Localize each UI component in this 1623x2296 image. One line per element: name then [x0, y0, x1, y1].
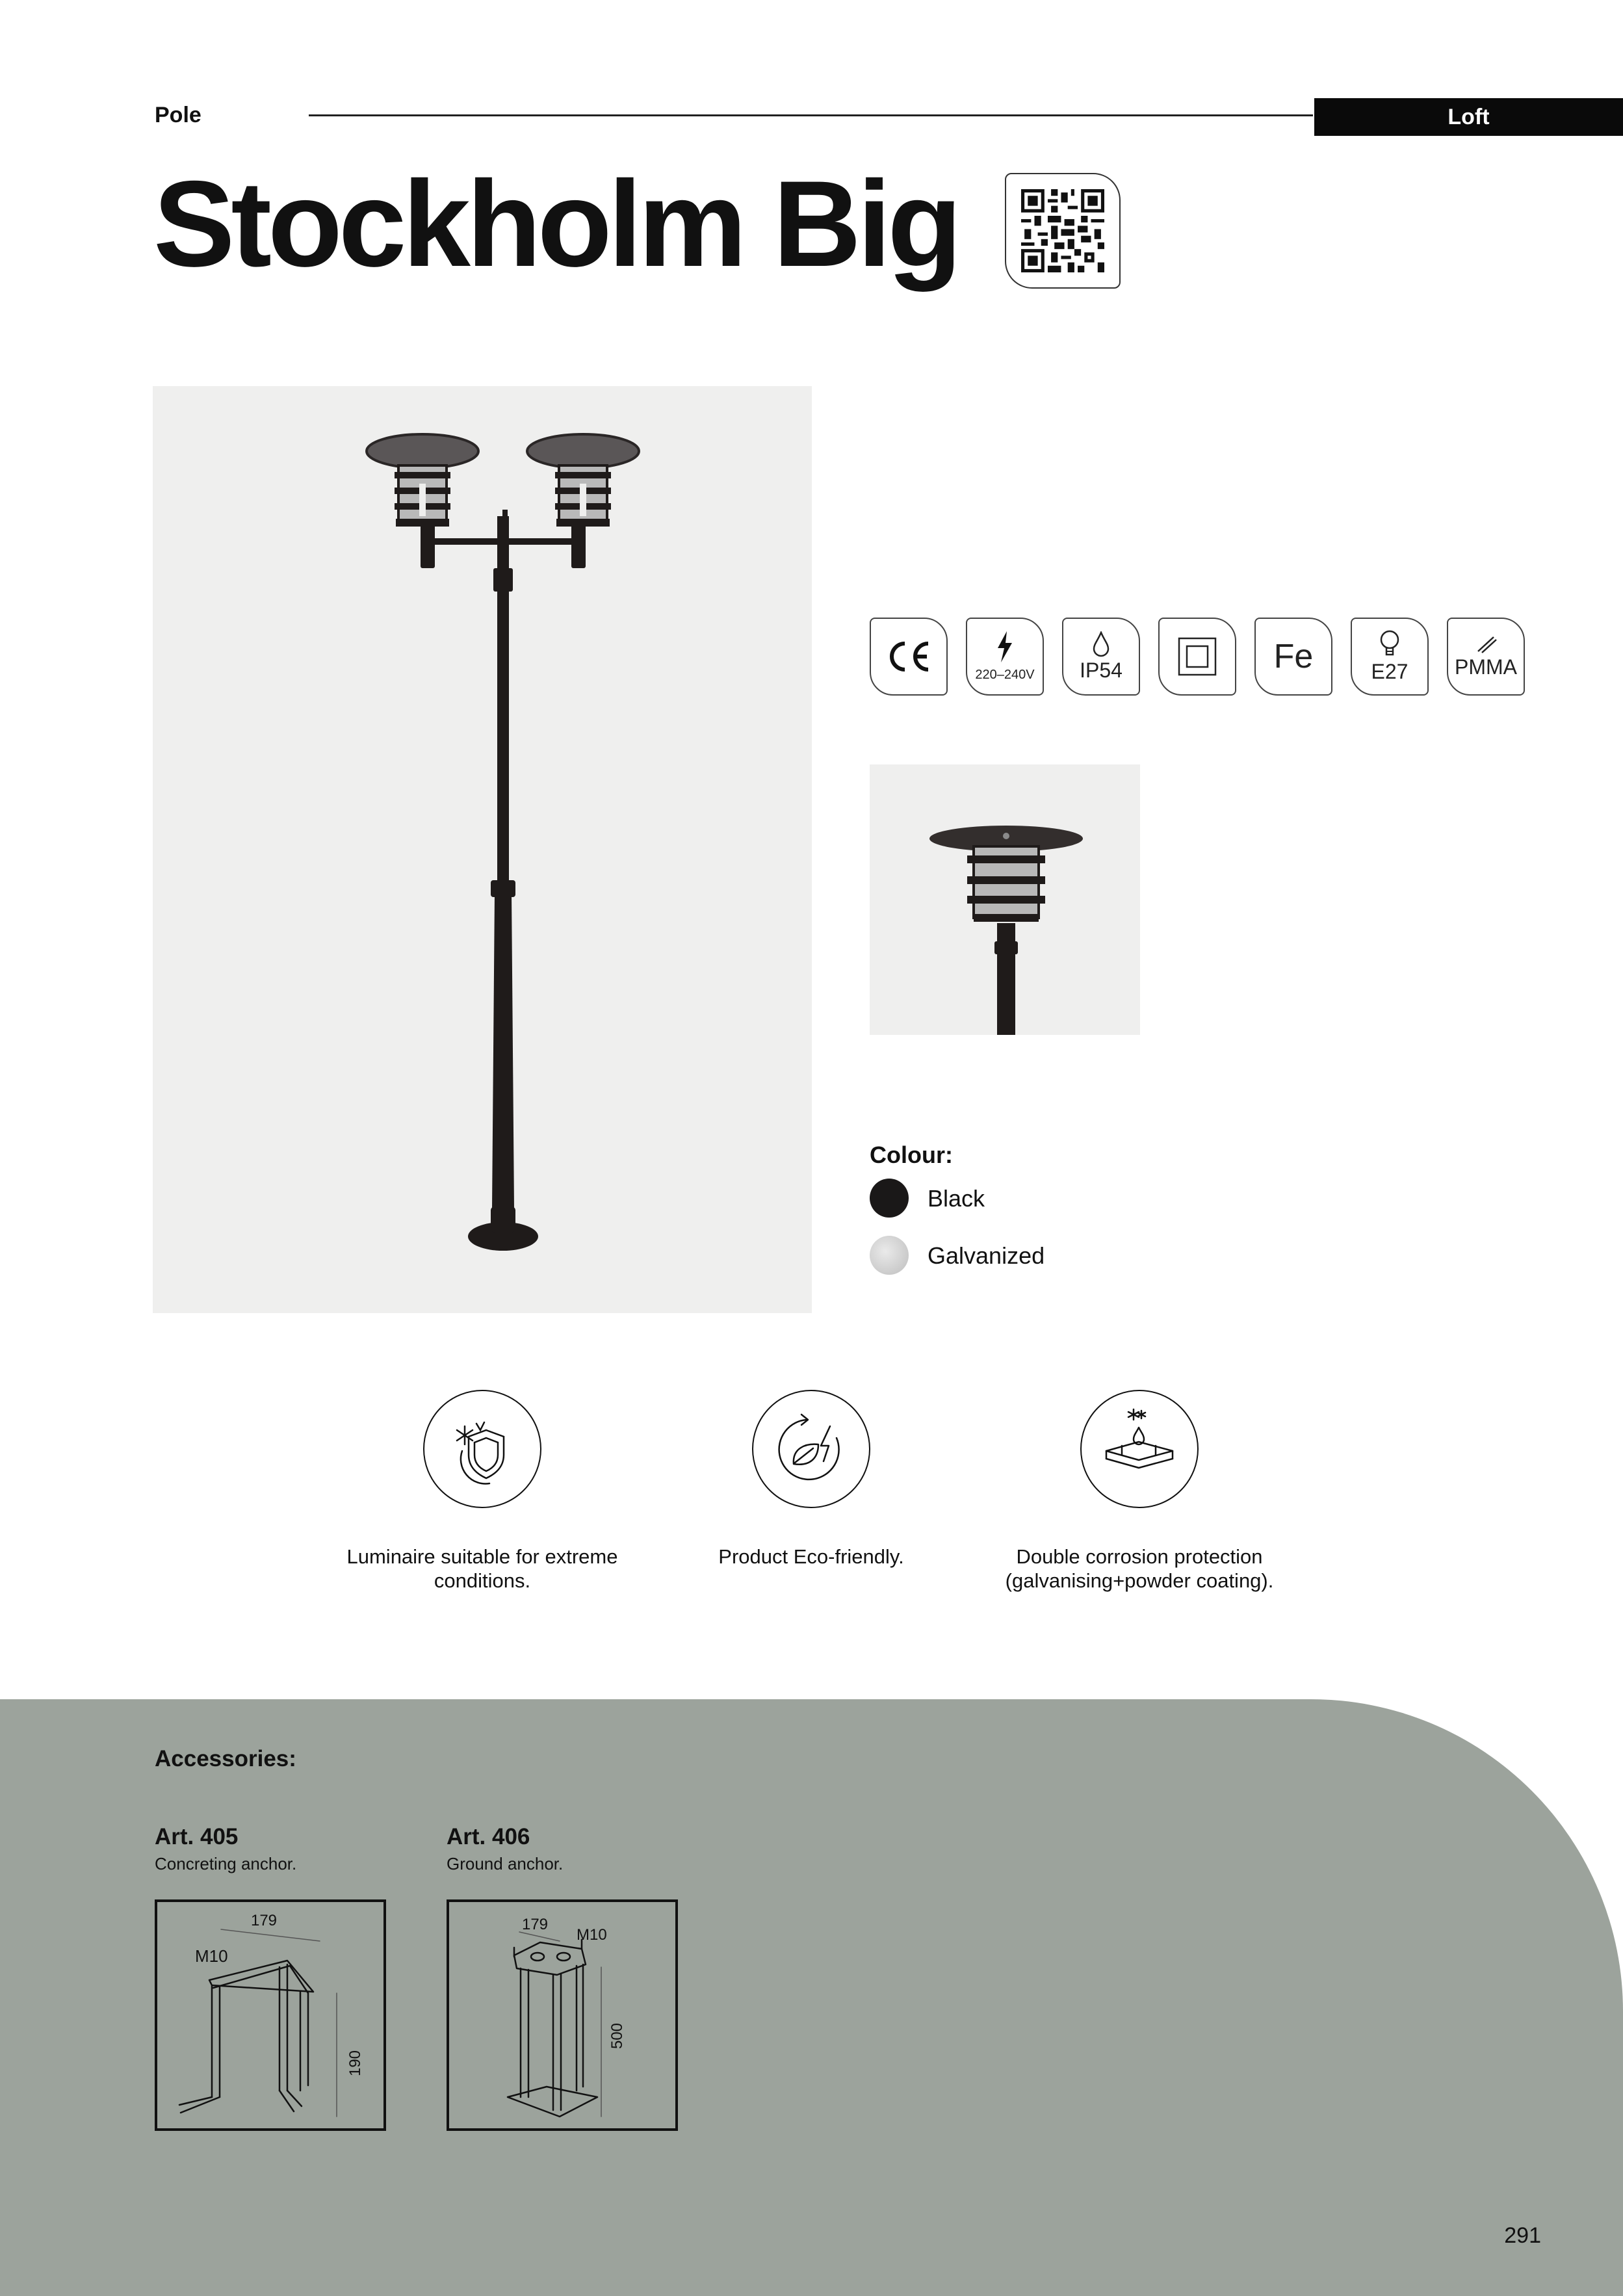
colour-heading: Colour:: [870, 1141, 953, 1168]
extreme-conditions-icon: [424, 1391, 539, 1506]
accessory-description-405: Concreting anchor.: [155, 1854, 297, 1873]
ce-mark-badge: [870, 618, 948, 696]
material-badge: [1254, 618, 1332, 696]
category-label: Pole: [155, 103, 201, 127]
voltage-badge: [966, 618, 1044, 696]
accessory-406-height: 500: [608, 2022, 626, 2050]
feature-text-eco: Product Eco-friendly.: [718, 1545, 904, 1568]
twin-lamp-pole-illustration: [153, 386, 812, 1313]
accessory-code-405: Art. 405: [155, 1824, 239, 1849]
accessories-heading: Accessories:: [155, 1746, 296, 1771]
corrosion-protection-icon: [1082, 1391, 1197, 1506]
diffuser-material-badge: [1447, 618, 1525, 696]
socket-label: E27: [1371, 660, 1409, 684]
ip-rating-badge: [1062, 618, 1140, 696]
extreme-conditions-feature: [423, 1390, 541, 1508]
lamp-socket-badge: [1351, 618, 1429, 696]
accessory-description-406: Ground anchor.: [447, 1854, 564, 1873]
detail-photo: [870, 764, 1140, 1035]
lamp-head-illustration: [870, 764, 1140, 1035]
diffuser-label: PMMA: [1455, 655, 1517, 679]
feature-text-extreme: Luminaire suitable for extreme conditions.: [346, 1545, 618, 1593]
eco-friendly-icon: [753, 1391, 868, 1506]
iron-material-icon: Fe: [1273, 638, 1314, 675]
corrosion-protection-feature: [1080, 1390, 1199, 1508]
accessory-406-width: 179: [521, 1916, 549, 1933]
product-photo: [153, 386, 812, 1313]
colour-label-black: Black: [928, 1185, 985, 1212]
ce-mark-icon: [884, 637, 933, 676]
colour-label-galvanized: Galvanized: [928, 1242, 1045, 1269]
class-ii-insulation-icon: [1176, 636, 1218, 677]
header-rule: [309, 114, 1313, 116]
colour-swatch-galvanized[interactable]: [870, 1236, 909, 1275]
lightning-icon: [995, 631, 1015, 662]
qr-code-icon: [1021, 189, 1104, 272]
collection-tab: Loft: [1314, 98, 1623, 136]
page-number: 291: [1504, 2223, 1541, 2248]
accessory-405-thread: M10: [195, 1946, 228, 1966]
qr-code[interactable]: [1005, 173, 1121, 289]
colour-swatch-black[interactable]: [870, 1179, 909, 1218]
insulation-class-badge: [1158, 618, 1236, 696]
accessory-drawing-405: [155, 1899, 386, 2131]
accessory-405-height: 190: [346, 2050, 364, 2077]
accessory-405-width: 179: [250, 1912, 278, 1929]
accessory-code-406: Art. 406: [447, 1824, 530, 1849]
accessory-drawing-406: [447, 1899, 678, 2131]
ground-anchor-drawing: [449, 1902, 675, 2128]
bulb-icon: [1379, 630, 1401, 659]
voltage-label: 220–240V: [975, 667, 1035, 682]
product-title: Stockholm Big: [153, 155, 959, 292]
eco-friendly-feature: [752, 1390, 870, 1508]
water-drop-icon: [1091, 631, 1111, 657]
ip-rating-label: IP54: [1080, 659, 1123, 683]
pmma-diffuser-icon: [1474, 634, 1498, 654]
feature-text-corrosion: Double corrosion protection (galvanising+powder coating).: [1005, 1545, 1274, 1593]
concreting-anchor-drawing: [157, 1902, 383, 2128]
accessory-406-thread: M10: [577, 1926, 607, 1944]
